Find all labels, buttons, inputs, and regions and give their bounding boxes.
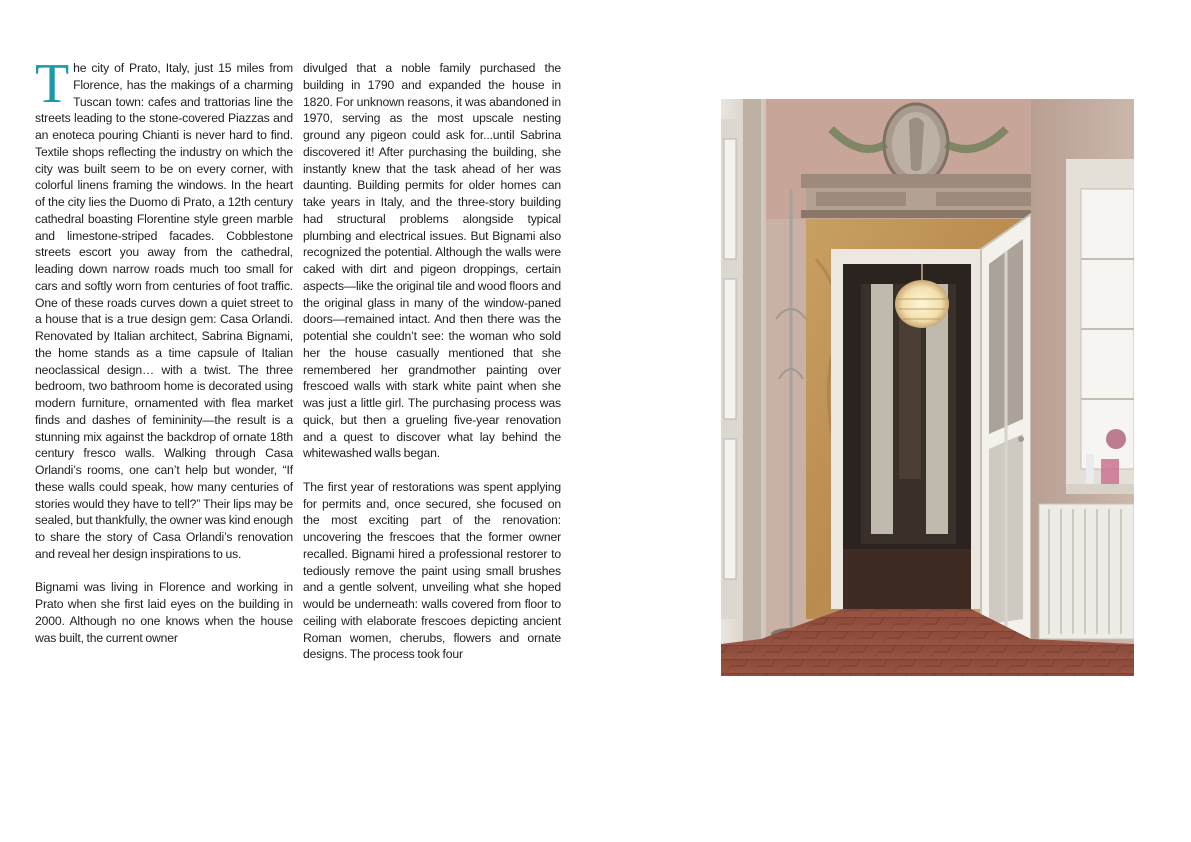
article-column-right	[303, 60, 561, 663]
hallway-photo	[721, 99, 1134, 676]
drop-cap: T	[35, 53, 70, 115]
paragraph-1-text: he city of Prato, Italy, just 15 miles from Florence, has the makings of a charming Tuscan town: cafes and trattorias line the streets leading to the stone-covered Piazzas and an enoteca pouring Chianti is never hard to find. Textile shops reflecting the industry on which the city was built seem to be on every corner, with colorful linens framing the windows. In the heart of the city lies the Duomo di Prato, a 12th century cathedral boasting Florentine style green marble and limestone-striped facades. Cobblestone streets escort you away from the cathedral, leading down narrow roads much too small for cars and softly worn from centuries of foot traffic. One of these roads curves down a quiet street to a house that is a true design gem: Casa Orlandi. Renovated by Italian architect, Sabrina Bignami, the home stands as a time capsule of Italian neoclassical design… with a twist. The three bedroom, two bathroom home is decorated using modern furniture, ornamented with flea market finds and dashes of femininity—the result is a stunning mix against the backdrop of ornate 18th century fresco walls. Walking through Casa Orlandi’s rooms, one can’t help but wonder, “If these walls could speak, how many centuries of stories would they have to tell?” Their lips may be sealed, but thankfully, the owner was kind enough to share the story of Casa Orlandi’s renovation and reveal her design inspirations to us.	[35, 61, 293, 561]
paragraph-3: divulged that a noble family purchased the building in 1790 and expanded the house in 1820. For unknown reasons, it was abandoned in 1970, serving as the most upscale nesting ground any pigeon could ask for...until Sabrina discovered it! After purchasing the building, she instantly knew that the task ahead of her was daunting. Building permits for older homes can take years in Italy, and the three-story building had structural problems alongside typical plumbing and electrical issues. But Bignami also recognized the potential. Although the walls were caked with dirt and pigeon droppings, certain aspects—like the original tile and wood floors and the original glass in many of the window-paned doors—remained intact. And then there was the potential she couldn’t see: the woman who sold her the house casually mentioned that she remembered her grandmother painting over frescoed walls with stark white paint when she was just a little girl. The purchasing process was quick, but then a grueling five-year renovation and a quest to discover what lay behind the whitewashed walls began.	[303, 61, 561, 461]
paragraph-2: Bignami was living in Florence and working in Prato when she first laid eyes on the building in 2000. Although no one knows when the house was built, the current owner	[35, 580, 293, 645]
paragraph-1	[35, 53, 293, 563]
hallway-photo-illustration	[721, 99, 1134, 676]
article-column-left	[35, 53, 293, 646]
paragraph-4: The first year of restorations was spent applying for permits and, once secured, she focused on the most exciting part of the renovation: uncovering the frescoes that the former owner recalled. Bignami hired a professional restorer to tediously remove the paint using small brushes and a gentle solvent, unveiling what she hoped would be underneath: walls covered from floor to ceiling with elaborate frescoes depicting ancient Roman women, cherubs, flowers and ornate designs. The process took four	[303, 479, 561, 662]
